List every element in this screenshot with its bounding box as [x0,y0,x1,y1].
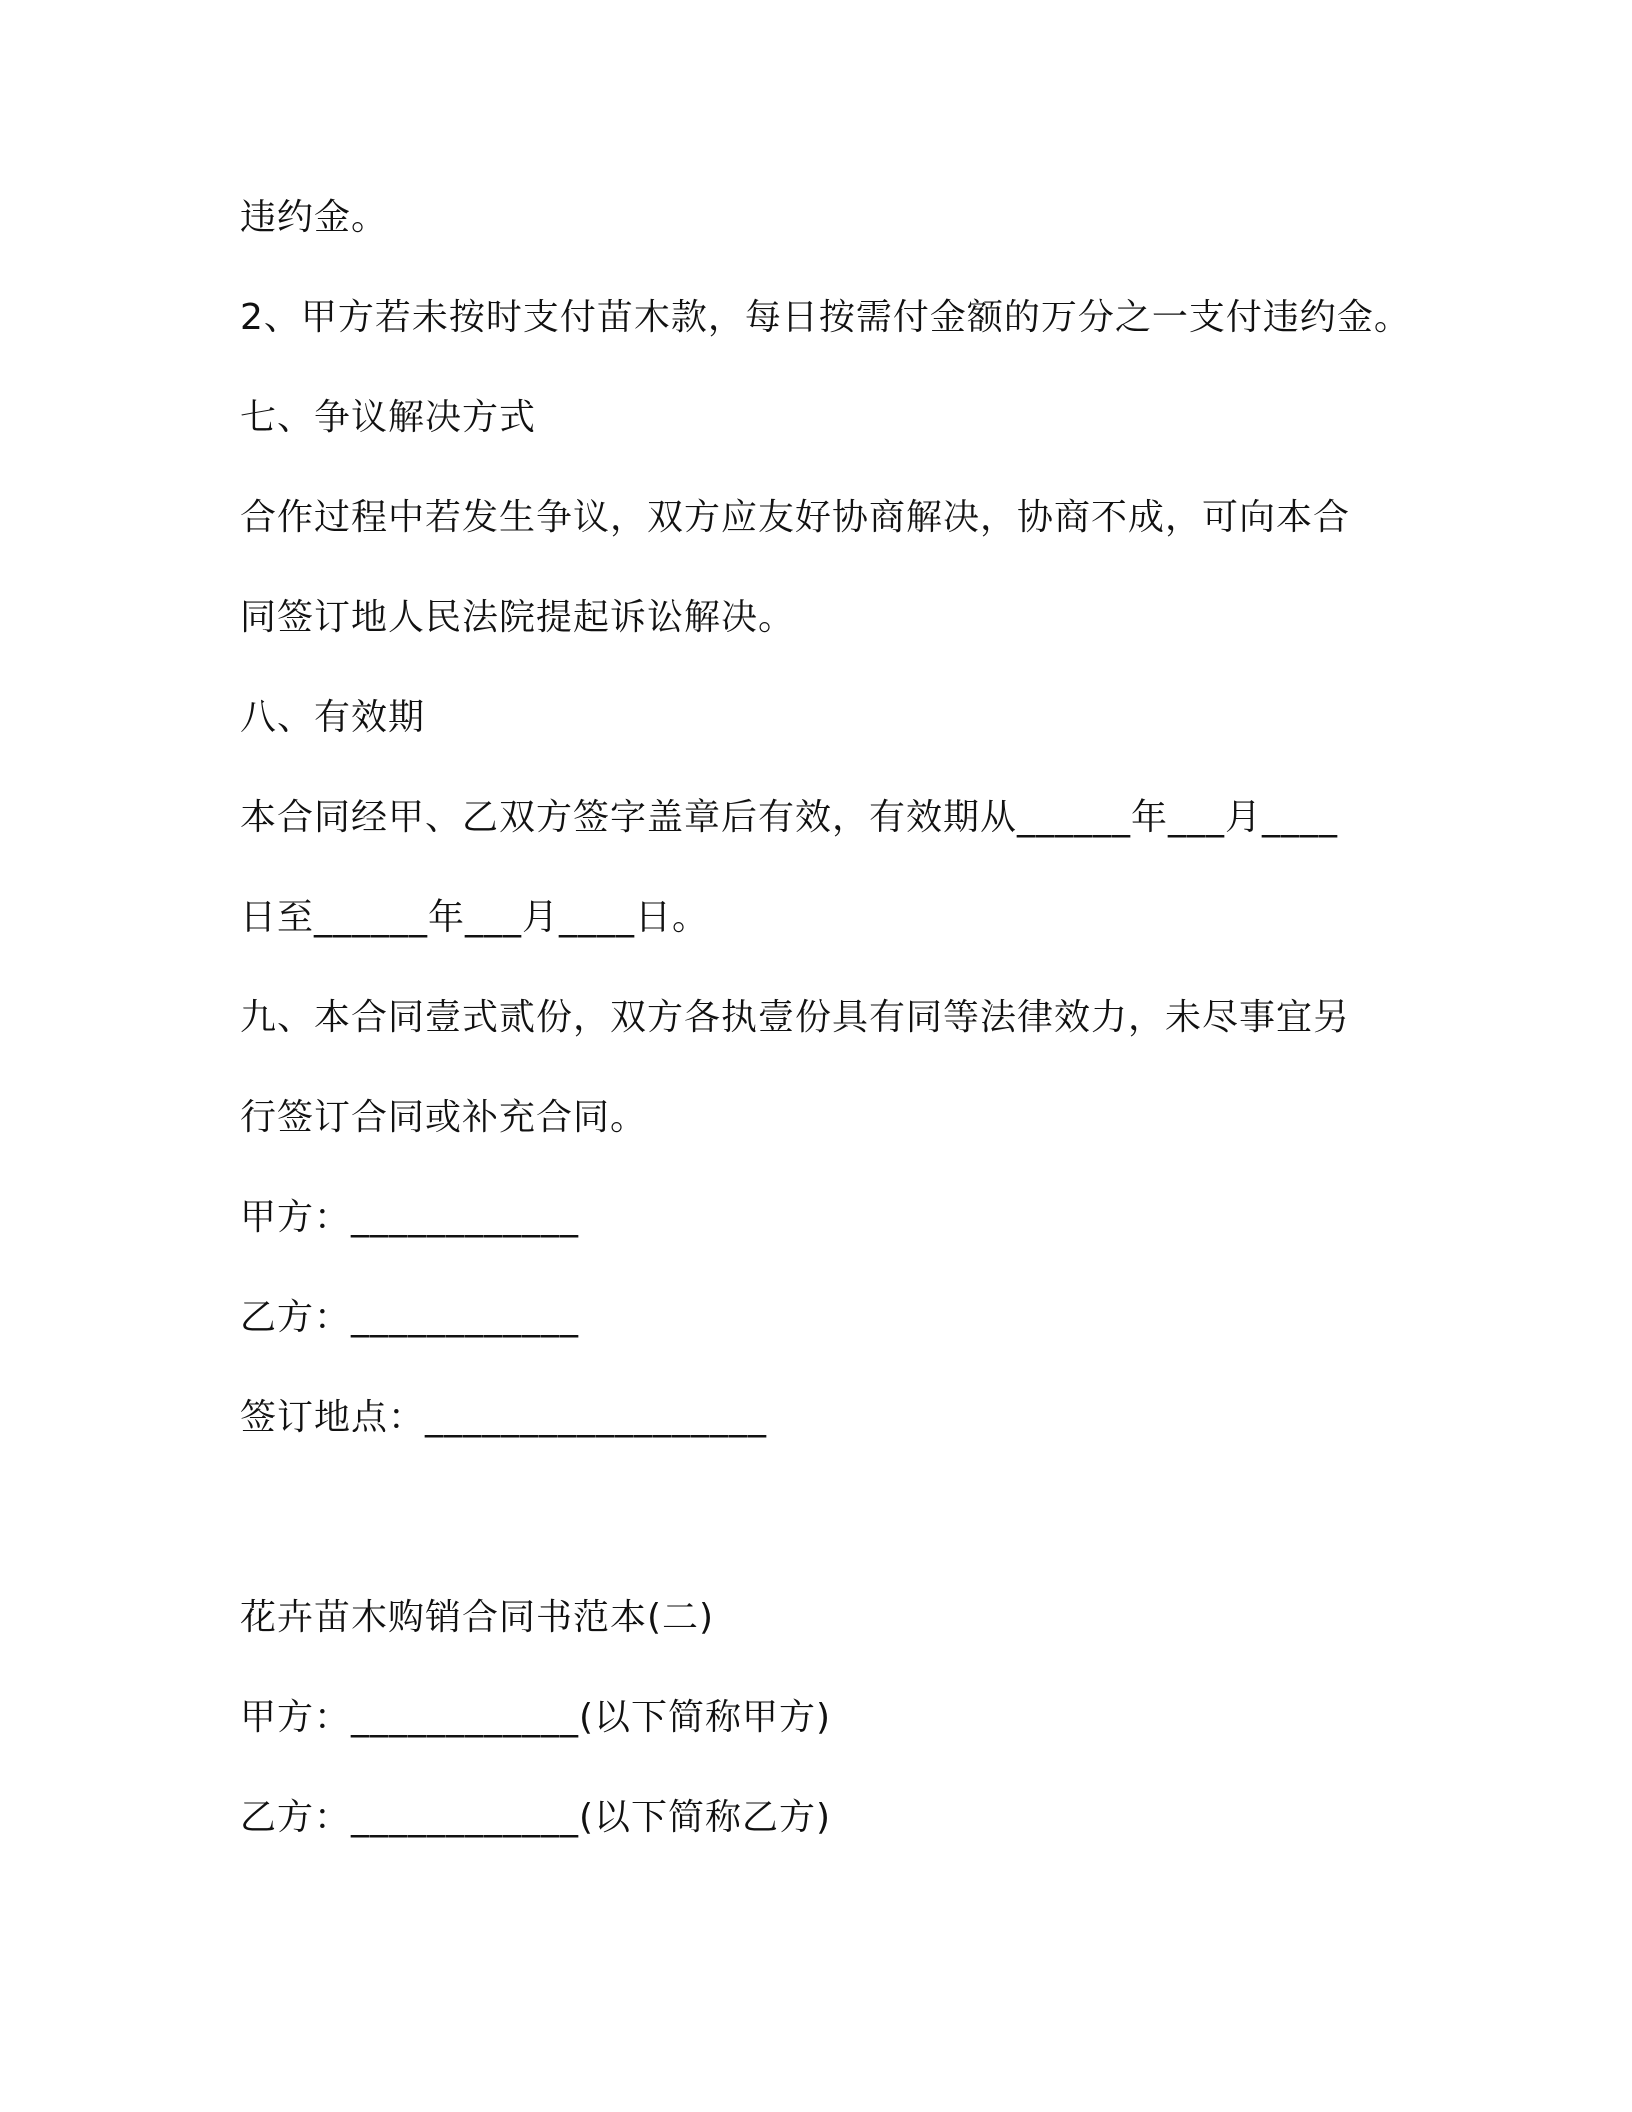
paragraph-text: 同签订地人民法院提起诉讼解决。 [240,597,796,638]
paragraph-text: 日至______年___月____日。 [240,897,710,938]
signing-location-line: 签订地点：__________________ [240,1397,768,1438]
party-b-signature-line: 乙方：____________ [240,1297,580,1338]
paragraph-text: 本合同经甲、乙双方签字盖章后有效，有效期从______年___月____ [240,797,1339,838]
party-b-line: 乙方：____________(以下简称乙方) [240,1797,832,1838]
paragraph-text: 行签订合同或补充合同。 [240,1097,648,1138]
party-a-line: 甲方：____________(以下简称甲方) [240,1697,832,1738]
clause-penalty-payment: 2、甲方若未按时支付苗木款，每日按需付金额的万分之一支付违约金。 [240,297,1411,338]
section-heading-validity: 八、有效期 [240,697,426,738]
paragraph-text: 违约金。 [240,197,389,238]
section-heading-dispute: 七、争议解决方式 [240,397,537,438]
document-title: 花卉苗木购销合同书范本(二) [240,1597,715,1638]
section-heading-copies: 九、本合同壹式贰份，双方各执壹份具有同等法律效力，未尽事宜另 [240,997,1351,1038]
party-a-signature-line: 甲方：____________ [240,1197,580,1238]
paragraph-text: 合作过程中若发生争议，双方应友好协商解决，协商不成，可向本合 [240,497,1351,538]
